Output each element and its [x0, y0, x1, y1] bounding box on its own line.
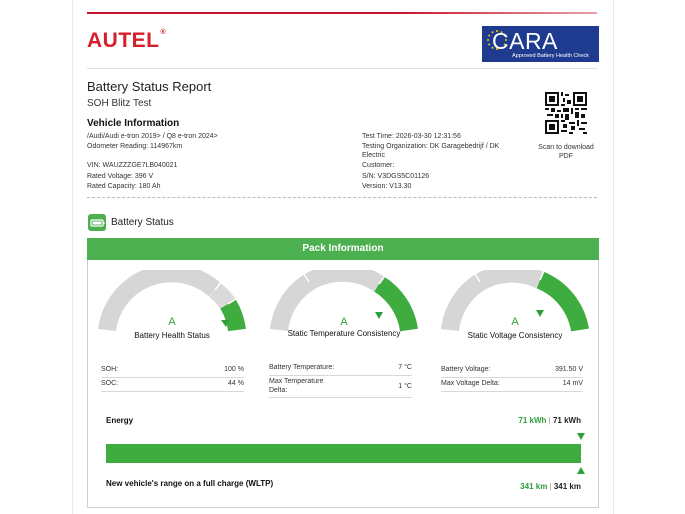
soc-value: 44 %	[228, 380, 244, 387]
wltp-range-label: New vehicle's range on a full charge (WLTP)	[106, 479, 274, 488]
test-time: Test Time: 2026-03-30 12:31:56	[362, 133, 461, 140]
energy-nominal: 71 kWh	[552, 416, 581, 425]
energy-marker-top	[577, 433, 585, 440]
report-subtitle: SOH Blitz Test	[87, 98, 152, 109]
max-temperature-delta-key-line2: Delta:	[269, 386, 288, 394]
software-version: Version: V13.30	[362, 183, 412, 190]
battery-health-label: Battery Health Status	[134, 331, 210, 340]
qr-caption-line2: PDF	[559, 152, 573, 160]
battery-voltage-row	[441, 366, 583, 378]
cara-badge	[482, 26, 599, 62]
battery-icon	[88, 214, 106, 231]
max-voltage-delta-value: 14 mV	[562, 380, 583, 387]
odometer-reading: Odometer Reading: 114967km	[87, 143, 183, 150]
battery-voltage-key: Battery Voltage:	[441, 366, 491, 373]
section-divider	[87, 197, 597, 198]
energy-value	[470, 416, 581, 425]
testing-organization-cont: Electric	[362, 152, 385, 159]
customer: Customer:	[362, 162, 395, 169]
battery-voltage-value: 391.50 V	[554, 366, 583, 373]
battery-status-heading: Battery Status	[111, 217, 174, 228]
cara-subtitle: Approved Battery Health Check	[512, 53, 590, 59]
battery-temperature-key: Battery Temperature:	[269, 364, 335, 371]
battery-health-grade: A	[168, 316, 176, 328]
energy-bar	[106, 444, 581, 463]
voltage-consistency-grade: A	[511, 316, 519, 328]
range-current: 341 km	[520, 482, 548, 491]
battery-temperature-value: 7 °C	[398, 364, 412, 371]
max-temperature-delta-value: 1 °C	[398, 383, 412, 390]
soc-row	[101, 380, 244, 392]
wltp-range-value	[470, 482, 581, 491]
serial-number: S/N: V3DGS5C01126	[362, 173, 430, 180]
page-left-border	[72, 0, 73, 514]
soh-value: 100 %	[224, 366, 244, 373]
report-title: Battery Status Report	[87, 79, 212, 94]
energy-marker-bottom	[577, 467, 585, 474]
range-separator: |	[549, 482, 552, 491]
pack-information-header: Pack Information	[87, 238, 599, 260]
testing-organization: Testing Organization: DK Garagebedrijf / DK	[362, 143, 500, 150]
energy-label: Energy	[106, 416, 134, 425]
header-divider	[87, 68, 597, 69]
cara-wordmark: CARA	[492, 28, 558, 54]
page-right-border	[613, 0, 614, 514]
qr-code-icon[interactable]	[545, 92, 587, 134]
voltage-consistency-gauge	[440, 270, 590, 340]
max-voltage-delta-row	[441, 380, 583, 392]
max-voltage-delta-key: Max Voltage Delta:	[441, 380, 500, 387]
max-temperature-delta-row	[269, 378, 412, 398]
rated-voltage: Rated Voltage: 396 V	[87, 173, 154, 180]
vehicle-model: /Audi/Audi e-tron 2019> / Q8 e-tron 2024>	[87, 133, 218, 140]
vin: VIN: WAUZZZGE7LB040021	[87, 162, 178, 169]
temperature-consistency-grade: A	[340, 316, 348, 328]
qr-caption-line1: Scan to download	[538, 144, 594, 151]
energy-bar-fill	[106, 444, 581, 463]
autel-logo: AUTEL®	[87, 29, 167, 52]
energy-separator: |	[548, 416, 551, 425]
max-temperature-delta-key-line1: Max Temperature	[269, 378, 324, 385]
temperature-consistency-label: Static Temperature Consistency	[287, 329, 401, 338]
qr-caption	[530, 144, 602, 161]
rated-capacity: Rated Capacity: 180 Ah	[87, 183, 161, 190]
vehicle-info-heading: Vehicle Information	[87, 118, 180, 129]
range-nominal: 341 km	[553, 482, 581, 491]
soh-key: SOH:	[101, 366, 119, 373]
energy-current: 71 kWh	[518, 416, 547, 425]
battery-health-gauge	[97, 270, 247, 340]
max-temperature-delta-key	[269, 378, 323, 395]
battery-temperature-row	[269, 364, 412, 376]
soh-row	[101, 366, 244, 378]
voltage-consistency-label: Static Voltage Consistency	[467, 331, 563, 340]
soc-key: SOC:	[101, 380, 119, 387]
top-accent-rule	[87, 12, 597, 14]
